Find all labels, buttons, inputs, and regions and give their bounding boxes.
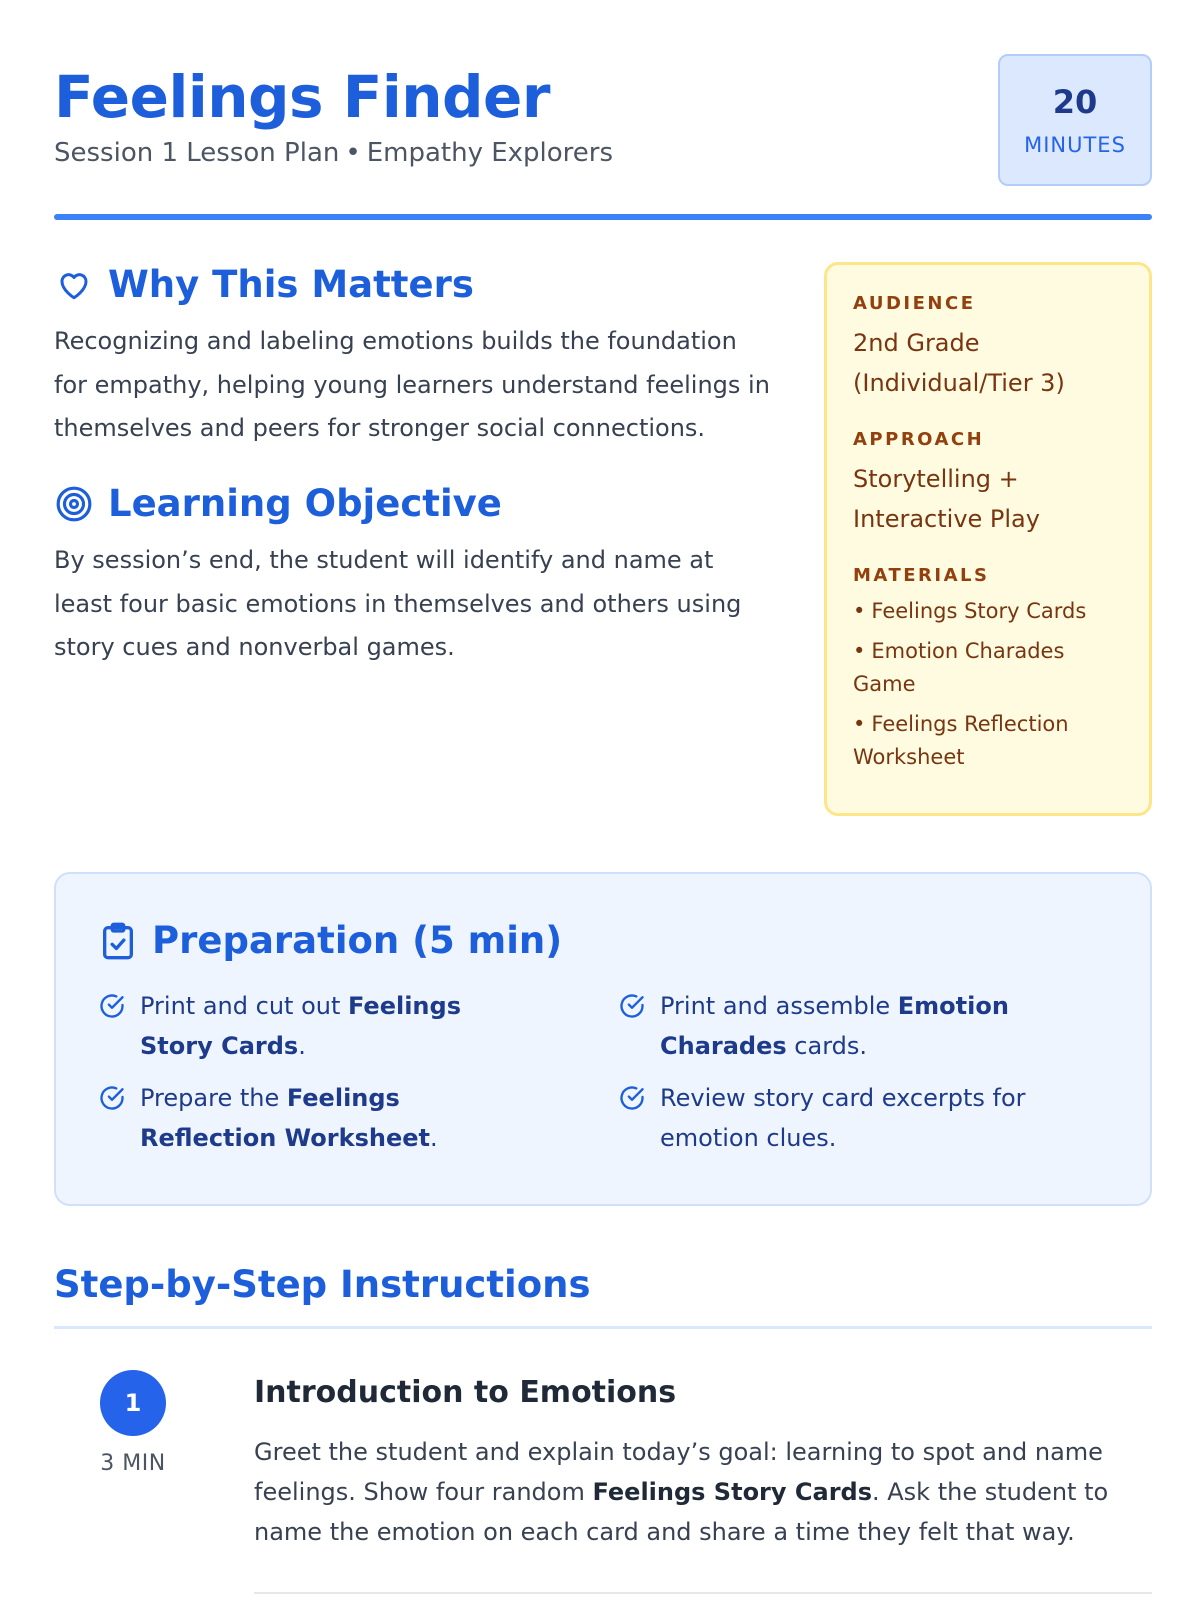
check-circle-icon [98,992,126,1020]
steps-divider [54,1326,1152,1329]
subtitle-program: Empathy Explorers [366,138,614,168]
clipboard-check-icon [100,921,136,961]
lesson-plan-page [54,0,1152,1600]
prep-item-3 [98,1078,538,1158]
subtitle-session: Session 1 Lesson Plan [54,138,340,168]
objective-heading-row [54,481,502,527]
why-heading-row [54,262,474,308]
duration-badge [998,54,1152,186]
why-text: Recognizing and labeling emotions builds the foundation for empathy, helping young learners understand feelings in themselves and peers for stronger social connections. [54,327,770,442]
page-title: Feelings Finder [54,63,550,131]
step-duration: 3 MIN [100,1451,166,1476]
step-description: Greet the student and explain today’s goal: learning to spot and name feelings. Show four random Feelings Story Cards. Ask the student to name the emotion on each card and share a time they felt that way. [254,1438,1109,1546]
materials-group [853,565,1123,774]
prep-item-text: Print and assemble Emotion Charades cards. [660,992,1009,1060]
steps-heading: Step-by-Step Instructions [54,1263,591,1306]
prep-item-1 [98,986,538,1066]
preparation-heading-row [100,918,562,964]
list-item: • Feelings Reflection Worksheet [853,712,1069,769]
preparation-card [54,872,1152,1206]
heart-icon [54,265,94,305]
audience-label: AUDIENCE [853,293,976,314]
target-icon [54,484,94,524]
objective-text: By session’s end, the student will identify and name at least four basic emotions in themselves and others using story cues and nonverbal games. [54,546,742,661]
session-details-card [824,262,1152,816]
step-title: Introduction to Emotions [254,1375,677,1410]
approach-group [853,429,1123,539]
audience-value: 2nd Grade (Individual/Tier 3) [853,329,1065,397]
page-subtitle [54,136,613,170]
prep-item-2 [618,986,1058,1066]
header-divider [54,214,1152,220]
why-heading: Why This Matters [108,263,474,306]
check-circle-icon [618,1084,646,1112]
subtitle-separator: • [345,138,361,168]
approach-value: Storytelling + Interactive Play [853,465,1040,533]
audience-group [853,293,1123,403]
objective-heading: Learning Objective [108,482,502,525]
prep-item-text: Print and cut out Feelings Story Cards. [140,992,461,1060]
step-divider [254,1592,1152,1594]
approach-label: APPROACH [853,429,985,450]
duration-unit: MINUTES [1024,133,1126,157]
step-number-badge: 1 [100,1370,166,1436]
list-item: • Emotion Charades Game [853,639,1065,696]
duration-value: 20 [1052,83,1098,121]
materials-label: MATERIALS [853,565,990,586]
header [54,62,1152,222]
check-circle-icon [618,992,646,1020]
check-circle-icon [98,1084,126,1112]
materials-list [853,595,1123,774]
preparation-heading: Preparation (5 min) [152,919,563,962]
prep-item-text: Review story card excerpts for emotion clues. [660,1084,1026,1152]
prep-item-text: Prepare the Feelings Reflection Worksheet. [140,1084,438,1152]
prep-item-4 [618,1078,1058,1158]
list-item: • Feelings Story Cards [853,599,1087,623]
